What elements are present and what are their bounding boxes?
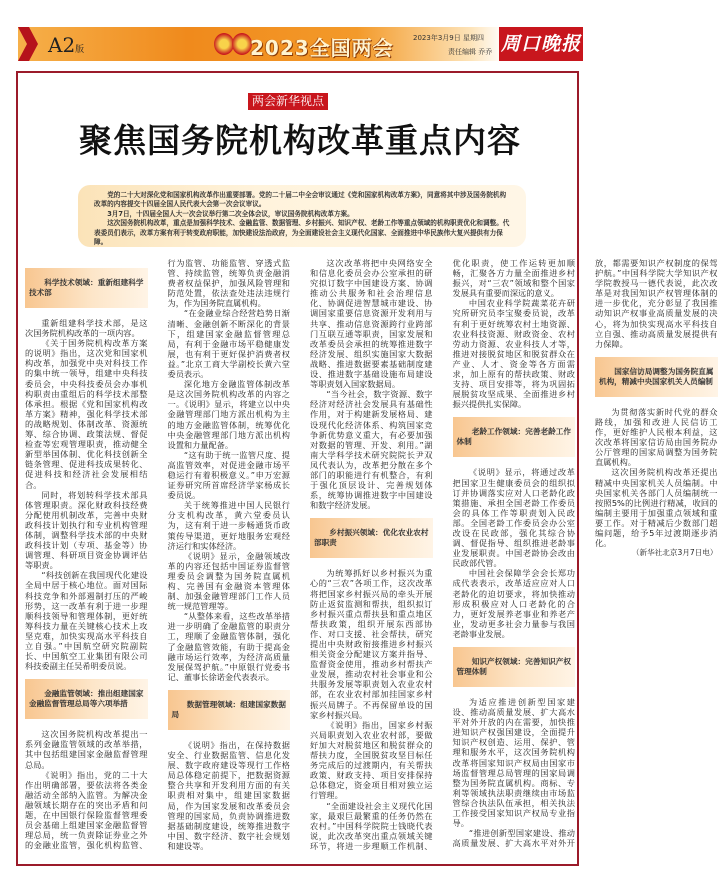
article-body: [25, 258, 718, 858]
body-paragraph: 为适应推进创新型国家建设、推动高质量发展、扩大高水平对外开放的内在需要，加快推进知识产权强国建设，全面提升知识产权创造、运用、保护、管理和服务水平，这次国务院机构改革将国家知识产权局由国家市场监督管理总局管理的国家局调整为国务院直属机构。商标、专利等领域执法职责继续由市场监管综合执法队伍承担，相关执法工作接受国家知识产权局专业指导。: [452, 697, 575, 829]
body-paragraph: 为统筹抓好以乡村振兴为重心的“三农”各项工作，这次改革将把国家乡村振兴局的牵头开展防止返贫监测和帮扶，组织拟订乡村振兴重点帮扶县和重点地区帮扶政策，组织开展东西部协作、对口支援、社会帮扶，研究提出中央财政衔接推进乡村振兴相关资金分配建议方案并指导、监督资金使用，推动乡村帮扶产业发展，推动农村社会事业和公共服务发展等职责划入农业农村部，在农业农村部加挂国家乡村振兴局牌子。不再保留单设的国家乡村振兴局。: [310, 568, 433, 720]
body-paragraph: 这次改革将把中央网络安全和信息化委员会办公室承担的研究拟订数字中国建设方案、协调推动公共服务和社会治理信息化、协调促进智慧城市建设、协调国家重要信息资源开发利用与共享、推动信息资源跨行业跨部门互联互通等职责，国家发展和改革委员会承担的统筹推进数字经济发展、组织实施国家大数据战略、推进数据要素基础制度建设、推进数字基础设施布局建设等职责划入国家数据局。: [310, 258, 433, 390]
body-paragraph: 《关于国务院机构改革方案的说明》指出，这次党和国家机构改革，加强党中央对科技工作的集中统一领导，组建中央科技委员会，中央科技委员会办事机构职责由重组后的科学技术部整体承担。根据《党和国家机构改革方案》精神，强化科学技术部的战略规划、体制改革、资源统筹、综合协调、政策法规、督促检查等宏观管理职责，推动健全新型举国体制、优化科技创新全链条管理、促进科技成果转化、促进科技和经济社会发展相结合。: [25, 338, 148, 490]
body-paragraph: 中国社会保障学会会长郑功成代表表示，改革适应应对人口老龄化的迫切要求，将加快推动形成积极应对人口老龄化的合力，更好发展养老事业和养老产业，发动更多社会力量参与我国老龄事业发展。: [452, 568, 575, 639]
body-paragraph: 深化地方金融监管体制改革是这次国务院机构改革的内容之一。《说明》显示，将建立以中央金融管理部门地方派出机构为主的地方金融监管体制，统筹优化中央金融管理部门地方派出机构设置和力量配备。: [167, 379, 290, 450]
byline: （新华社北京3月7日电）: [631, 548, 718, 558]
body-paragraph: 《说明》显示，将通过改革把国家卫生健康委员会的组织拟订并协调落实应对人口老龄化政策措施、承担全国老龄工作委员会的具体工作等职责划入民政部。全国老龄工作委员会办公室改设在民政部，强化其综合协调、督促指导、组织推进老龄事业发展职责。中国老龄协会改由民政部代管。: [452, 467, 575, 569]
page-number: [48, 33, 84, 57]
section-heading: 数据管理领域：组建国家数据局: [168, 690, 291, 730]
body-paragraph: “当今社会，数字资源、数字经济对经济社会发展具有基础性作用，对于构建新发展格局、建设现代化经济体系、构筑国家竞争新优势意义重大，有必要加强对数据的管理、开发、利用。”湖南大学科学技术研究院院长尹双凤代表认为，改革把分散在多个部门的职能进行有机整合，有利于强化顶层设计、完善规划体系，统筹协调推进数字中国建设和数字经济发展。: [310, 389, 433, 511]
body-paragraph: 这次国务院机构改革提出一系列金融监管领域的改革举措，其中包括组建国家金融监督管理总局。: [25, 729, 148, 770]
headline: 聚焦国务院机构改革重点内容: [79, 121, 521, 160]
intro-paragraph: 党的二十大对深化党和国家机构改革作出重要部署。党的二十届二中全会审议通过《党和国家机构改革方案》，同意将其中涉及国务院机构改革的内容提交十四届全国人民代表大会第一次会议审议。: [94, 191, 507, 209]
body-paragraph: 《说明》指出，在保持数据安全、行业数据监管、信息化发展、数字政府建设等现行工作格局总体稳定前提下，把数据资源整合共享和开发利用方面的有关职责相对集中，组建国家数据局，作为国家发展和改革委员会管理的国家局，负责协调推进数据基础制度建设，统筹推进数字中国、数字经济、数字社会规划和建设等。: [167, 739, 290, 851]
section-heading: 知识产权领域：完善知识产权管理体制: [453, 647, 576, 687]
section-heading: 老龄工作领域：完善老龄工作体制: [453, 417, 576, 457]
body-paragraph: “推进创新型国家建设、推动高质量发展、扩大高水平对外开放，都需要知识产权制度的保驾护航。”中国科学院大学知识产权学院教授马一德代表说，此次改革是对我国知识产权管理体制的进一步优化，充分彰显了我国推动知识产权事业高质量发展的决心，将为加快实现高水平科技自立自强、推动高质量发展提供有力保障。: [452, 258, 718, 849]
body-paragraph: 中国农业科学院蔬菜花卉研究所研究员李宝聚委员说，改革有利于更好统筹农村土地资源、农业科技资源、财政资金、农村劳动力资源、农业科技人才等，推进对接脱贫地区和脱贫群众在产业、人才、资金等各方面需求，加上原有的帮扶政策、财政支持、项目安排等，将为巩固拓展脱贫攻坚成果、全面推进乡村振兴提供扎实保障。: [452, 298, 575, 410]
body-paragraph: “在金融业综合经营趋势日渐清晰、金融创新不断深化的背景下，组建国家金融监督管理总局，有利于金融市场平稳健康发展，也有利于更好保护消费者权益。”北京工商大学副校长黄六堂委员表示。: [167, 308, 290, 380]
column-kicker: 两会新华视点: [248, 93, 328, 110]
section-heading: 科学技术领域：重新组建科学技术部: [25, 268, 148, 308]
body-paragraph: 同时，将划转科学技术部具体管理职责。深化财政科技经费分配使用机制改革，完善中央财政科技计划执行和专业机构管理体制，调整科学技术部的中央财政科技计划（专项、基金等）协调管理、科研项目资金协调评估等职责。: [25, 489, 148, 571]
chevron-icon: [18, 27, 38, 61]
body-paragraph: “全面建设社会主义现代化国家，最艰巨最繁重的任务仍然在农村。”中国科学院院士钱晓代表说，此次改革突出重点领域关键环节，将进一步理顺工作机制、优化职责，使工作运转更加顺畅，汇聚各方力量全面推进乡村振兴，对“三农”领域和整个国家发展具有重要而深远的意义。: [310, 258, 575, 851]
body-paragraph: 重新组建科学技术部，是这次国务院机构改革的一项内容。: [25, 318, 148, 339]
issue-date: 2023年3月9日 星期四: [413, 34, 484, 42]
editor-credit: 责任编辑 乔乔: [448, 48, 493, 56]
body-paragraph: “从整体来看，这些改革举措进一步明确了金融监管的职责分工，理顺了金融监管体制，强化了金融监管效能，有助于提高金融市场运行效率，为经济高质量发展保驾护航。”中原银行党委书记、董事长徐诺金代表表示。: [167, 611, 290, 682]
intro-paragraph: 这次国务院机构改革，重点是加强科学技术、金融监管、数据管理、乡村振兴、知识产权、老龄工作等重点领域的机构职责优化和调整。代表委员们表示，改革方案有利于转变政府职能，加快建设法治政府，为全面建设社会主义现代化国家、全面推进中华民族伟大复兴提供有力保障。: [94, 219, 510, 247]
page-suffix: 版: [75, 45, 85, 55]
cppcc-emblem-icon: [232, 33, 252, 55]
body-paragraph: 《说明》显示，金融领域改革的内容还包括中国证券监督管理委员会调整为国务院直属机构、完善国有金融资本管理体制、加强金融管理部门工作人员统一规范管理等。: [167, 550, 290, 612]
body-paragraph: 《说明》指出，党的二十大作出明确部署，要依法将各类金融活动全部纳入监管。为解决金融领域长期存在的突出矛盾和问题，在中国银行保险监督管理委员会基础上组建国家金融监督管理总局，统一负责除证券业之外的金融业监管，强化机构监管、行为监管、功能监管、穿透式监管、持续监管，统筹负责金融消费者权益保护，加强风险管理和防范处置，依法查处违法违规行为，作为国务院直属机构。: [25, 258, 290, 851]
body-paragraph: 《说明》指出，国家乡村振兴局职责划入农业农村部，要做好加大对脱贫地区和脱贫群众的帮扶力度，全国脱贫攻坚目标任务完成后的过渡期内，有关帮扶政策、财政支持、项目安排保持总体稳定，资金项目相对独立运行管理。: [310, 719, 433, 801]
section-heading: 乡村振兴领域：优化农业农村部职责: [310, 518, 433, 558]
body-paragraph: 这次国务院机构改革还提出精减中央国家机关人员编制。中央国家机关各部门人员编制统一按照5%的比例进行精减，收回的编制主要用于加强重点领域和重要工作。对于精减后少数部门超编问题，给予5年过渡期逐步消化。: [595, 467, 718, 549]
body-paragraph: “科技创新在我国现代化建设全局中居于核心地位。面对国际科技竞争和外部遏制打压的严峻形势，这一改革有利于进一步理顺科技领导和管理体制，更好统筹科技力量在关键核心技术上攻坚克难，加快实现高水平科技自立自强。”中国航空研究院副院长、中国航空工业集团有限公司科技委副主任吴希明委员说。: [25, 570, 148, 672]
body-paragraph: 为贯彻落实新时代党的群众路线，加强和改进人民信访工作，更好维护人民根本利益，这次改革将国家信访局由国务院办公厅管理的国家局调整为国务院直属机构。: [595, 406, 718, 468]
intro-box: [78, 185, 526, 247]
newspaper-logo: 周口晚报: [499, 27, 583, 61]
section-title: 2023全国两会: [250, 36, 394, 60]
national-emblem-icon: [214, 33, 234, 55]
masthead: [18, 27, 583, 61]
body-paragraph: 关于统筹推进中国人民银行分支机构改革，黄六堂委员认为，这有利于进一步畅通货币政策传导渠道，更好地服务宏观经济运行和实体经济。: [167, 500, 290, 551]
section-heading: 金融监管领域：推出组建国家金融监督管理总局等六项举措: [25, 679, 148, 719]
section-heading: 国家信访局调整为国务院直属机构，精减中央国家机关人员编制: [595, 357, 718, 397]
page-number-value: A2: [48, 33, 76, 57]
body-paragraph: “这有助于统一监管尺度、提高监管效率，对促进金融市场平稳运行有着积极意义。”申万宏源证券研究所首席经济学家杨成长委员说。: [167, 449, 290, 501]
intro-paragraph: 3月7日，十四届全国人大一次会议举行第二次全体会议，审议国务院机构改革方案。: [107, 209, 354, 218]
